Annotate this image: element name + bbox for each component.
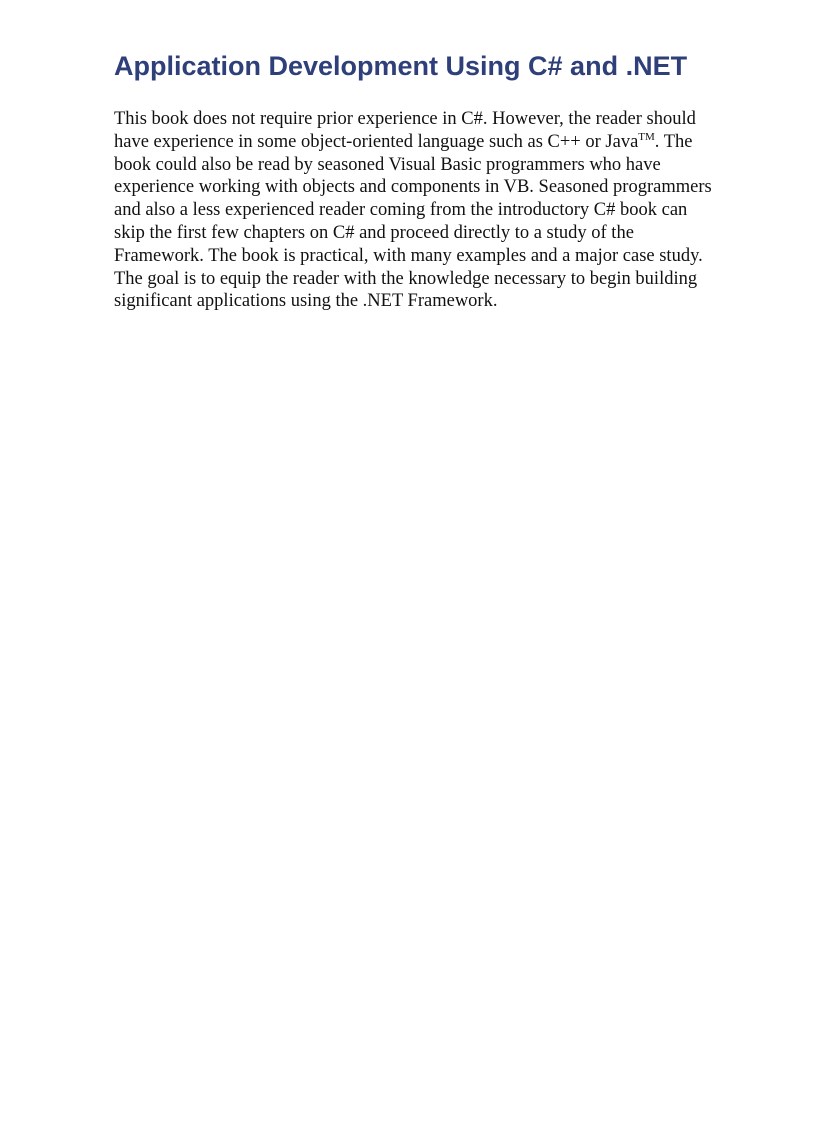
paragraph-line: significant applications using the .NET Framework. bbox=[114, 291, 498, 312]
paragraph-line-text: have experience in some object-oriented language such as C++ or Java bbox=[114, 131, 639, 152]
paragraph-line bbox=[114, 131, 754, 154]
paragraph-line: experience working with objects and components in VB. Seasoned programmers bbox=[114, 177, 712, 198]
paragraph-line: skip the first few chapters on C# and proceed directly to a study of the bbox=[114, 222, 634, 243]
paragraph-line: and also a less experienced reader coming from the introductory C# book can bbox=[114, 200, 688, 221]
paragraph-line: Framework. The book is practical, with many examples and a major case study. bbox=[114, 245, 703, 266]
paragraph-line: book could also be read by seasoned Visual Basic programmers who have bbox=[114, 154, 661, 175]
paragraph-line: The goal is to equip the reader with the knowledge necessary to begin building bbox=[114, 268, 698, 289]
body-paragraph bbox=[114, 108, 754, 313]
trademark-symbol: TM bbox=[638, 130, 655, 143]
paragraph-line: This book does not require prior experience in C#. However, the reader should bbox=[114, 109, 696, 129]
paragraph-line-text: . The bbox=[654, 131, 693, 152]
page-title: Application Development Using C# and .NET bbox=[114, 51, 688, 81]
